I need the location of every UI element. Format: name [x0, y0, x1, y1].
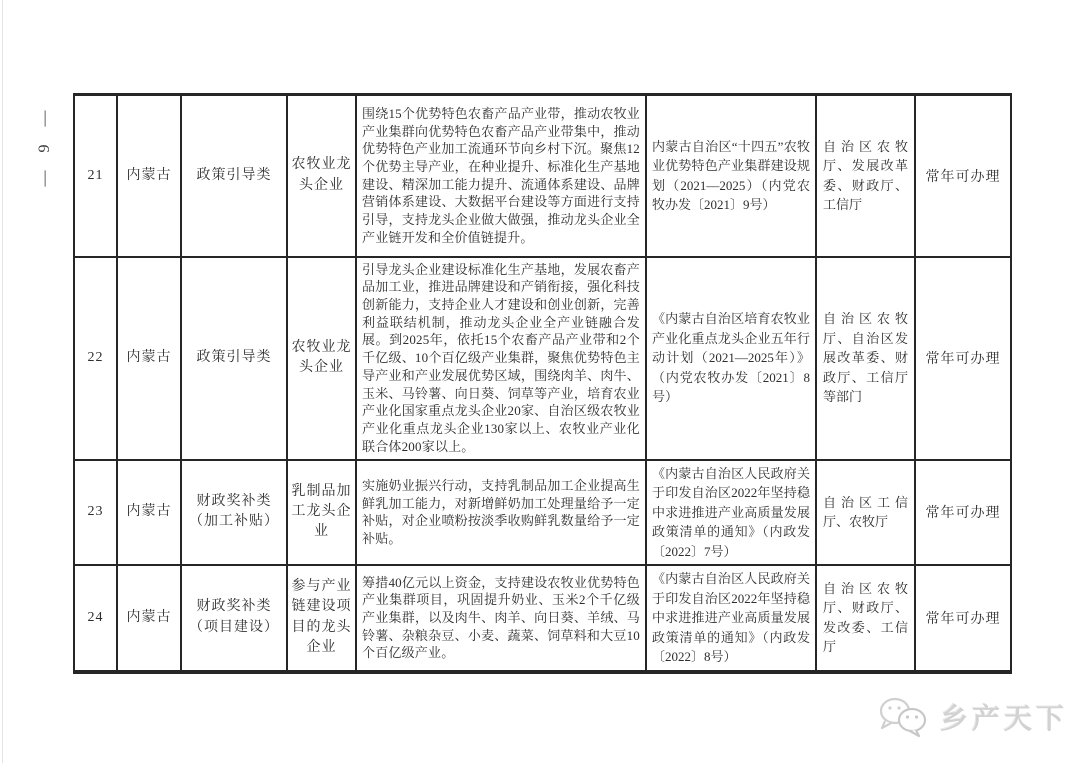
cell-row-number: 21 — [74, 95, 117, 257]
cell-category: 财政奖补类（项目建设） — [181, 565, 287, 672]
cell-target: 农牧业龙头企业 — [287, 257, 356, 460]
cell-policy-content: 引导龙头企业建设标准化生产基地，发展农畜产品加工业，推进品牌建设和产销衔接，强化科技创新能力，支持企业人才建设和创业创新，完善利益联结机制，推动龙头企业全产业链融合发展。到2025年，依托15个农畜产品产业带和2个千亿级、10个百亿级产业集群，聚焦优势特色主导产业和产业发展优势区域，围绕肉羊、肉牛、玉米、马铃薯、向日葵、饲草等产业，培育农业产业化国家重点龙头企业20家、自治区级农牧业产业化重点龙头企业130家以上、农牧业产业化联合体200家以上。 — [356, 257, 646, 460]
cell-availability: 常年可办理 — [915, 565, 1011, 672]
policy-table — [73, 93, 1012, 674]
cell-policy-content: 围绕15个优势特色农畜产品产业带，推动农牧业产业集群向优势特色农畜产品产业带集中，推动优势特色产业加工流通环节向乡村下沉。聚焦12个优势主导产业，在种业提升、标准化生产基地建设、精深加工能力提升、流通体系建设、品牌营销体系建设、大数据平台建设等方面进行支持引导，支持龙头企业做大做强，推动龙头企业全产业链开发和全价值链提升。 — [356, 95, 646, 257]
page-number: — 9 — — [36, 103, 53, 187]
cell-departments: 自治区农牧厅、自治区发展改革委、财政厅、工信厅等部门 — [816, 257, 915, 460]
chat-bubbles-icon — [876, 696, 932, 738]
table-row — [74, 460, 1011, 566]
cell-category: 政策引导类 — [181, 257, 287, 460]
cell-region: 内蒙古 — [117, 95, 181, 257]
cell-policy-basis: 内蒙古自治区“十四五”农牧业优势特色产业集群建设规划（2021—2025）（内党农牧办发〔2021〕9号） — [646, 95, 816, 257]
cell-row-number: 24 — [74, 565, 117, 672]
cell-departments: 自治区工信厅、农牧厅 — [816, 460, 915, 566]
table-row — [74, 95, 1011, 257]
cell-departments: 自治区农牧厅、财政厅、发改委、工信厅 — [816, 565, 915, 672]
cell-target: 乳制品加工龙头企业 — [287, 460, 356, 566]
cell-region: 内蒙古 — [117, 257, 181, 460]
table-row — [74, 565, 1011, 672]
cell-region: 内蒙古 — [117, 565, 181, 672]
cell-availability: 常年可办理 — [915, 460, 1011, 566]
cell-availability: 常年可办理 — [915, 257, 1011, 460]
cell-policy-basis: 《内蒙古自治区人民政府关于印发自治区2022年坚持稳中求进推进产业高质量发展政策清单的通知》（内政发〔2022〕8号） — [646, 565, 816, 672]
cell-row-number: 22 — [74, 257, 117, 460]
cell-region: 内蒙古 — [117, 460, 181, 566]
cell-category: 政策引导类 — [181, 95, 287, 257]
cell-policy-basis: 《内蒙古自治区人民政府关于印发自治区2022年坚持稳中求进推进产业高质量发展政策清单的通知》（内政发〔2022〕7号） — [646, 460, 816, 566]
watermark-logo — [876, 696, 1068, 738]
cell-availability: 常年可办理 — [915, 95, 1011, 257]
table-row — [74, 257, 1011, 460]
cell-policy-content: 筹措40亿元以上资金，支持建设农牧业优势特色产业集群项目，巩固提升奶业、玉米2个千亿级产业集群，以及肉牛、肉羊、向日葵、羊绒、马铃薯、杂粮杂豆、小麦、蔬菜、饲草料和大豆10个百亿级产业。 — [356, 565, 646, 672]
cell-row-number: 23 — [74, 460, 117, 566]
scan-edge-line — [2, 0, 3, 763]
cell-departments: 自治区农牧厅、发展改革委、财政厅、工信厅 — [816, 95, 915, 257]
cell-category: 财政奖补类（加工补贴） — [181, 460, 287, 566]
cell-target: 参与产业链建设项目的龙头企业 — [287, 565, 356, 672]
cell-policy-basis: 《内蒙古自治区培育农牧业产业化重点龙头企业五年行动计划（2021—2025年）》（内党农牧办发〔2021〕8号） — [646, 257, 816, 460]
cell-policy-content: 实施奶业振兴行动，支持乳制品加工企业提高生鲜乳加工能力，对新增鲜奶加工处理量给予一定补贴，对企业喷粉按淡季收购鲜乳数量给予一定补贴。 — [356, 460, 646, 566]
watermark-text: 乡产天下 — [940, 703, 1069, 734]
cell-target: 农牧业龙头企业 — [287, 95, 356, 257]
